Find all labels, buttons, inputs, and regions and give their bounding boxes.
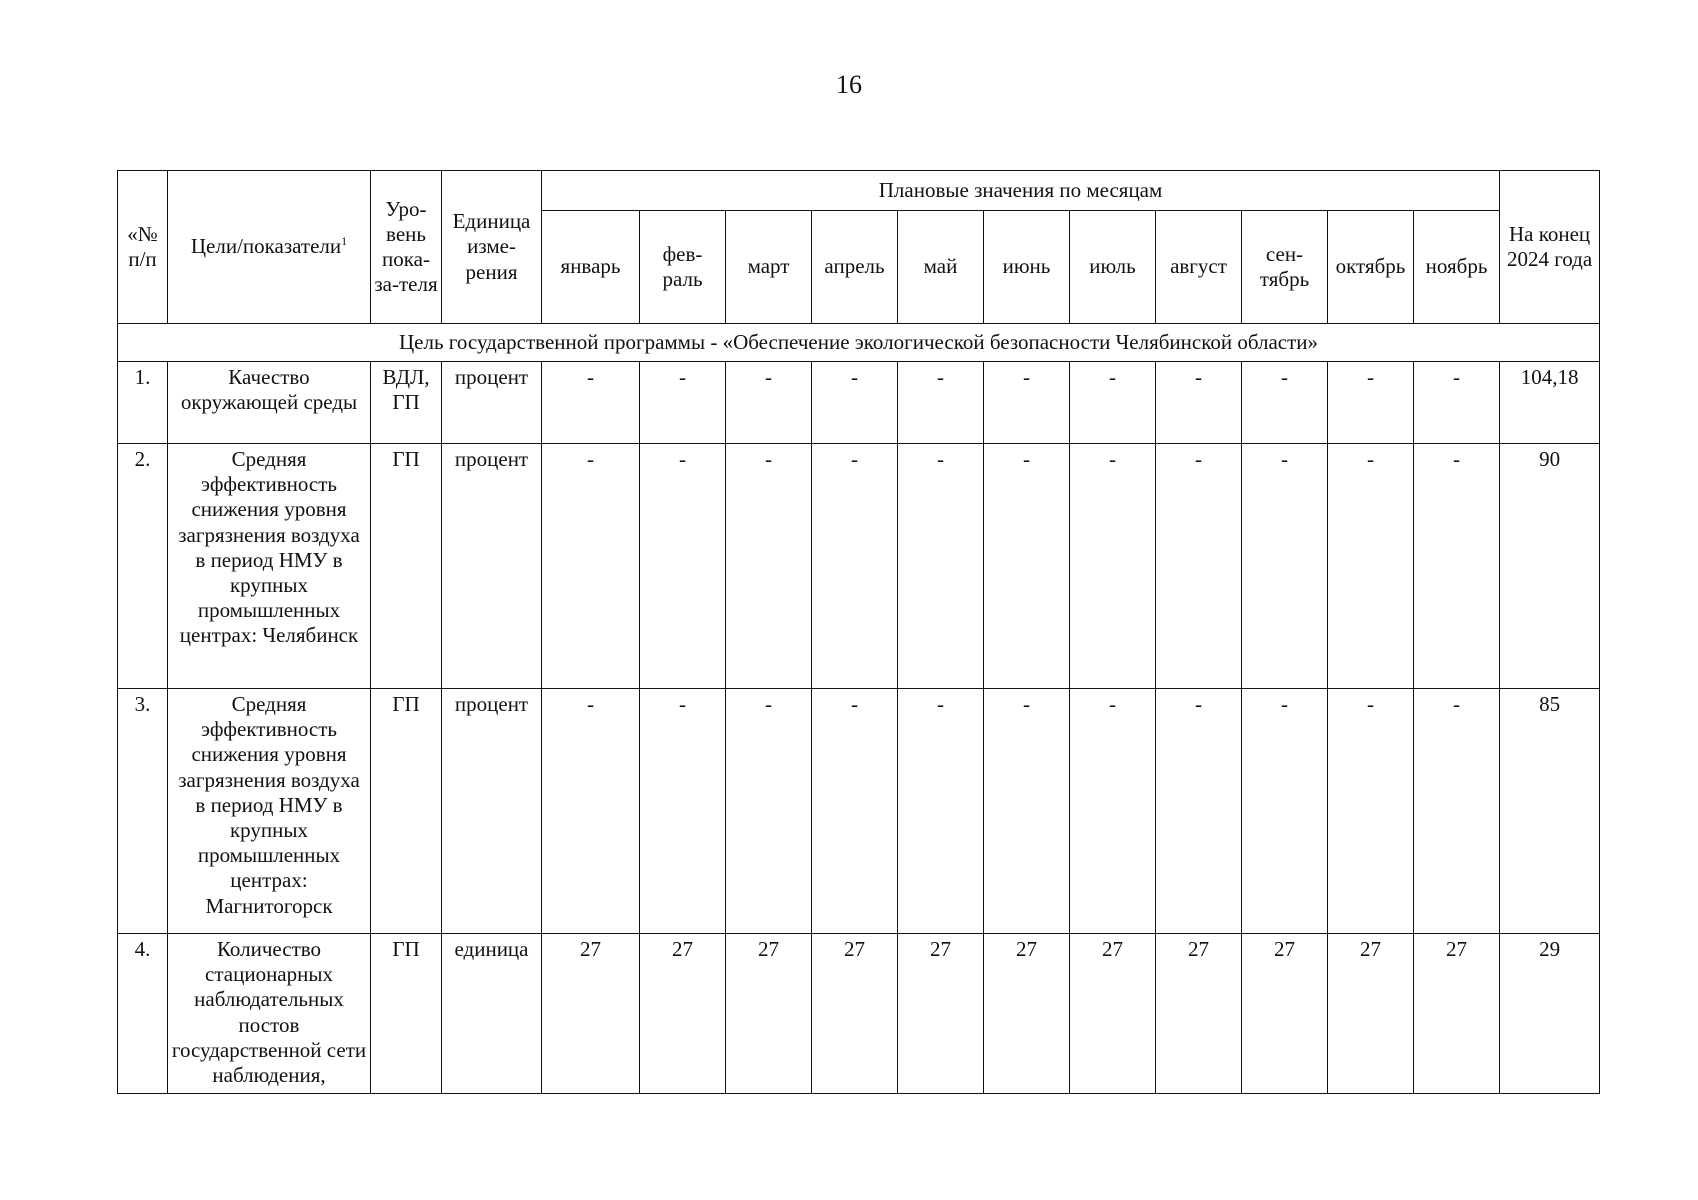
row-month-value: - (640, 362, 726, 444)
row-month-value: 27 (640, 934, 726, 1094)
row-month-value: - (1414, 689, 1500, 934)
row-total: 104,18 (1500, 362, 1600, 444)
row-month-value: - (1328, 362, 1414, 444)
row-month-value: - (1156, 444, 1242, 689)
row-month-value: - (812, 689, 898, 934)
row-total: 90 (1500, 444, 1600, 689)
row-month-value: - (726, 362, 812, 444)
row-level: ГП (371, 444, 442, 689)
row-month-value: - (542, 362, 640, 444)
row-unit: процент (442, 362, 542, 444)
row-name: Средняя эффективность снижения уровня загрязнения воздуха в период НМУ в крупных промышленных центрах: Магнитогорск (168, 689, 371, 934)
header-month: июнь (984, 211, 1070, 324)
row-month-value: - (1156, 362, 1242, 444)
row-month-value: - (542, 689, 640, 934)
row-unit: процент (442, 689, 542, 934)
table-row (118, 934, 1600, 1094)
row-month-value: 27 (1414, 934, 1500, 1094)
row-level: ВДЛ, ГП (371, 362, 442, 444)
row-month-value: 27 (1242, 934, 1328, 1094)
page-number: 16 (836, 70, 862, 99)
row-month-value: 27 (812, 934, 898, 1094)
row-month-value: - (1242, 689, 1328, 934)
row-month-value: 27 (1328, 934, 1414, 1094)
header-months-group: Плановые значения по месяцам (542, 171, 1500, 211)
row-month-value: - (898, 689, 984, 934)
row-month-value: 27 (726, 934, 812, 1094)
header-month: май (898, 211, 984, 324)
row-month-value: - (1156, 689, 1242, 934)
goal-row: Цель государственной программы - «Обеспечение экологической безопасности Челябинской области» (118, 324, 1600, 362)
row-month-value: - (1328, 689, 1414, 934)
row-month-value: 27 (542, 934, 640, 1094)
row-unit: процент (442, 444, 542, 689)
row-month-value: - (542, 444, 640, 689)
row-num: 2. (118, 444, 168, 689)
row-month-value: 27 (1156, 934, 1242, 1094)
header-month: октябрь (1328, 211, 1414, 324)
header-month: ноябрь (1414, 211, 1500, 324)
header-goals: Цели/показатели$^1$ (168, 171, 371, 324)
row-month-value: - (984, 362, 1070, 444)
row-month-value: - (1414, 362, 1500, 444)
row-num: 4. (118, 934, 168, 1094)
header-unit: Единица изме-рения (442, 171, 542, 324)
table-row (118, 444, 1600, 689)
row-total: 85 (1500, 689, 1600, 934)
row-month-value: - (812, 444, 898, 689)
row-month-value: - (1070, 362, 1156, 444)
row-month-value: - (1242, 362, 1328, 444)
table-row (118, 689, 1600, 934)
header-month: сен-тябрь (1242, 211, 1328, 324)
header-year-end: На конец 2024 года (1500, 171, 1600, 324)
row-month-value: - (726, 444, 812, 689)
header-month: июль (1070, 211, 1156, 324)
row-month-value: - (1070, 689, 1156, 934)
header-month: август (1156, 211, 1242, 324)
header-month: фев-раль (640, 211, 726, 324)
header-month: январь (542, 211, 640, 324)
table-row (118, 362, 1600, 444)
row-month-value: - (1414, 444, 1500, 689)
row-name: Средняя эффективность снижения уровня загрязнения воздуха в период НМУ в крупных промышленных центрах: Челябинск (168, 444, 371, 689)
row-month-value: - (640, 689, 726, 934)
row-month-value: - (898, 362, 984, 444)
row-month-value: - (1328, 444, 1414, 689)
row-month-value: 27 (984, 934, 1070, 1094)
row-level: ГП (371, 689, 442, 934)
row-month-value: - (1070, 444, 1156, 689)
row-month-value: 27 (898, 934, 984, 1094)
row-month-value: - (640, 444, 726, 689)
header-num: «№ п/п (118, 171, 168, 324)
row-name: Качество окружающей среды (168, 362, 371, 444)
row-month-value: 27 (1070, 934, 1156, 1094)
header-month: апрель (812, 211, 898, 324)
row-month-value: - (898, 444, 984, 689)
header-level: Уро-вень пока-за-теля (371, 171, 442, 324)
header-month: март (726, 211, 812, 324)
row-level: ГП (371, 934, 442, 1094)
indicators-table (117, 170, 1600, 1094)
row-month-value: - (812, 362, 898, 444)
row-num: 3. (118, 689, 168, 934)
row-month-value: - (1242, 444, 1328, 689)
row-month-value: - (726, 689, 812, 934)
row-name: Количество стационарных наблюдательных постов государственной сети наблюдения, (168, 934, 371, 1094)
row-month-value: - (984, 444, 1070, 689)
row-unit: единица (442, 934, 542, 1094)
row-num: 1. (118, 362, 168, 444)
row-total: 29 (1500, 934, 1600, 1094)
row-month-value: - (984, 689, 1070, 934)
